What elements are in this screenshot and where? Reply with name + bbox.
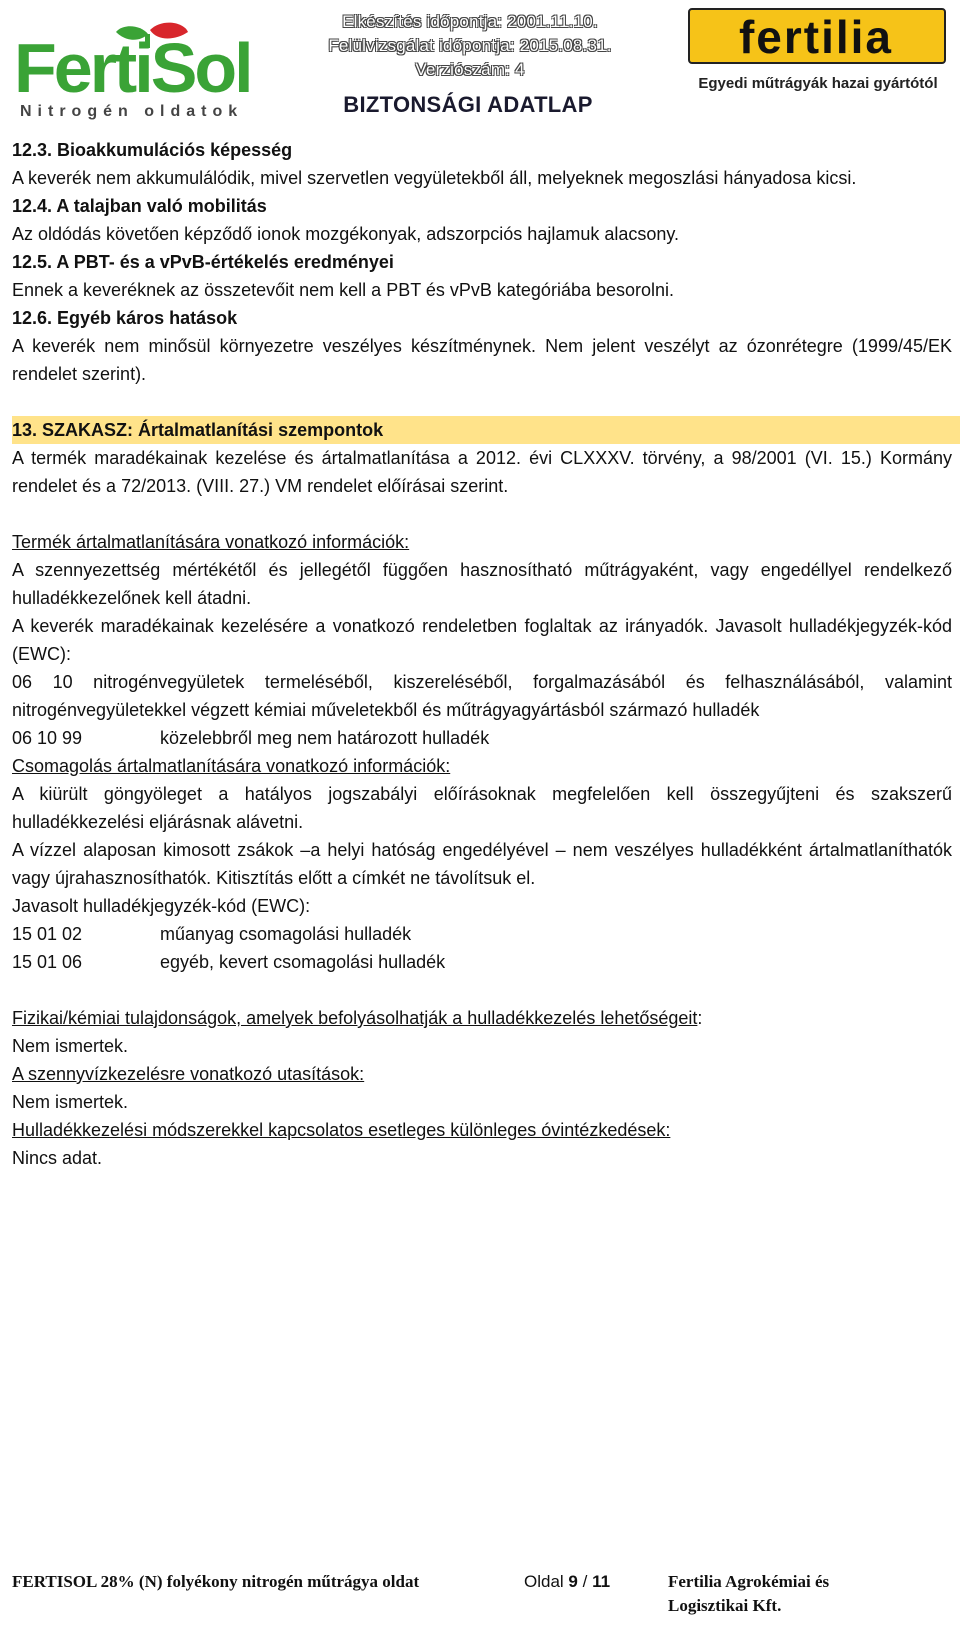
- ewc-code-row: [12, 724, 952, 752]
- ewc-description: egyéb, kevert csomagolási hulladék: [160, 952, 446, 972]
- fertilia-logo: [688, 8, 954, 100]
- physical-properties-block: [12, 1004, 952, 1032]
- sewage-text: Nem ismertek.: [12, 1092, 129, 1112]
- version-number: Verziószám: 4: [415, 60, 525, 79]
- document-meta: [320, 10, 620, 82]
- page-total: 11: [592, 1572, 611, 1591]
- sewage-heading: A szennyvízkezelésre vonatkozó utasítások:: [12, 1064, 365, 1084]
- document-body: [12, 136, 952, 1172]
- special-precautions-heading: Hulladékkezelési módszerekkel kapcsolatos esetleges különleges óvintézkedések:: [12, 1120, 671, 1140]
- document-title: BIZTONSÁGI ADATLAP: [343, 92, 593, 117]
- product-disposal-text-3: 06 10 nitrogénvegyületek termeléséből, kiszereléséből, forgalmazásából és felhasználásából, valamint nitrogénvegyületekkel végzett kémiai műveletekből és műtrágyagyártásból származó hulladék: [12, 672, 952, 720]
- ewc-code-row: [12, 948, 952, 976]
- physical-properties-text: Nem ismertek.: [12, 1036, 129, 1056]
- section-12-5-text: Ennek a keveréknek az összetevőit nem kell a PBT és vPvB kategóriába besorolni.: [12, 280, 675, 300]
- section-12-3-heading: 12.3. Bioakkumulációs képesség: [12, 140, 293, 160]
- packaging-ewc-label: Javasolt hulladékjegyzék-kód (EWC):: [12, 896, 311, 916]
- footer-company-name: Fertilia Agrokémiai és Logisztikai Kft.: [668, 1572, 830, 1615]
- section-12-4-heading: 12.4. A talajban való mobilitás: [12, 196, 267, 216]
- product-disposal-text-2: A keverék maradékainak kezelésére a vonatkozó rendeletben foglaltak az irányadók. Javasolt hulladékjegyzék-kód (EWC):: [12, 616, 952, 664]
- page-number: [524, 1570, 610, 1594]
- ewc-description: közelebbről meg nem határozott hulladék: [160, 728, 490, 748]
- svg-text:Egyedi műtrágyák hazai gyártót: Egyedi műtrágyák hazai gyártótól: [698, 75, 938, 92]
- section-12-6-heading: 12.6. Egyéb káros hatások: [12, 308, 238, 328]
- section-13-heading: 13. SZAKASZ: Ártalmatlanítási szempontok: [12, 416, 960, 444]
- ewc-code: 06 10 99: [12, 728, 83, 748]
- packaging-disposal-heading: Csomagolás ártalmatlanítására vonatkozó információk:: [12, 756, 451, 776]
- ewc-code: 15 01 06: [12, 952, 83, 972]
- product-disposal-heading: Termék ártalmatlanítására vonatkozó információk:: [12, 532, 410, 552]
- svg-text:Nitrogén oldatok: Nitrogén oldatok: [20, 103, 244, 120]
- page-separator: /: [582, 1572, 588, 1591]
- section-12-6-text: A keverék nem minősül környezetre veszélyes készítménynek. Nem jelent veszélyt az ózonrétegre (1999/45/EK rendelet szerint).: [12, 336, 952, 384]
- product-disposal-text-1: A szennyezettség mértékétől és jellegétől függően hasznosítható műtrágyaként, vagy engedéllyel rendelkező hulladékkezelőnek kell átadni.: [12, 560, 952, 608]
- packaging-disposal-text-1: A kiürült göngyöleget a hatályos jogszabályi előírásoknak megfelelően kell összegyűjteni és szakszerű hulladékkezelési eljárásnak alávetni.: [12, 784, 952, 832]
- reviewed-date: Felülvizsgálat időpontja: 2015.08.31.: [328, 36, 612, 55]
- section-12-4-text: Az oldódás követően képződő ionok mozgékonyak, adszorpciós hajlamuk alacsony.: [12, 224, 680, 244]
- section-12-5-heading: 12.5. A PBT- és a vPvB-értékelés eredményei: [12, 252, 394, 272]
- heading-colon: :: [697, 1008, 703, 1028]
- physical-properties-heading: Fizikai/kémiai tulajdonságok, amelyek befolyásolhatják a hulladékkezelés lehetőségeit: [12, 1008, 698, 1028]
- page-current: 9: [568, 1572, 578, 1591]
- page-label: Oldal: [524, 1572, 564, 1591]
- svg-text:fertilia: fertilia: [738, 11, 894, 63]
- packaging-disposal-text-2: A vízzel alaposan kimosott zsákok –a helyi hatóság engedélyével – nem veszélyes hulladékként ártalmatlaníthatók vagy újrahasznosíthatók. Kitisztítás előtt a címkét ne távolítsuk el.: [12, 840, 952, 888]
- footer-product-name: FERTISOL 28% (N) folyékony nitrogén műtrágya oldat: [12, 1572, 420, 1591]
- page-header: [0, 0, 960, 128]
- section-12-3-text: A keverék nem akkumulálódik, mivel szervetlen vegyületekből áll, melyeknek megoszlási hányadosa kicsi.: [12, 168, 857, 188]
- svg-text:FertiSol: FertiSol: [14, 29, 251, 107]
- fertisol-logo: [12, 20, 282, 120]
- special-precautions-text: Nincs adat.: [12, 1148, 103, 1168]
- ewc-code-row: [12, 920, 952, 948]
- created-date: Elkészítés időpontja: 2001.11.10.: [342, 12, 598, 31]
- section-13-intro: A termék maradékainak kezelése és ártalmatlanítása a 2012. évi CLXXXV. törvény, a 98/2001 (VI. 15.) Kormány rendelet és a 72/2013. (VIII. 27.) VM rendelet előírásai szerint.: [12, 448, 952, 496]
- ewc-description: műanyag csomagolási hulladék: [160, 924, 412, 944]
- ewc-code: 15 01 02: [12, 924, 83, 944]
- page-footer: [12, 1570, 942, 1626]
